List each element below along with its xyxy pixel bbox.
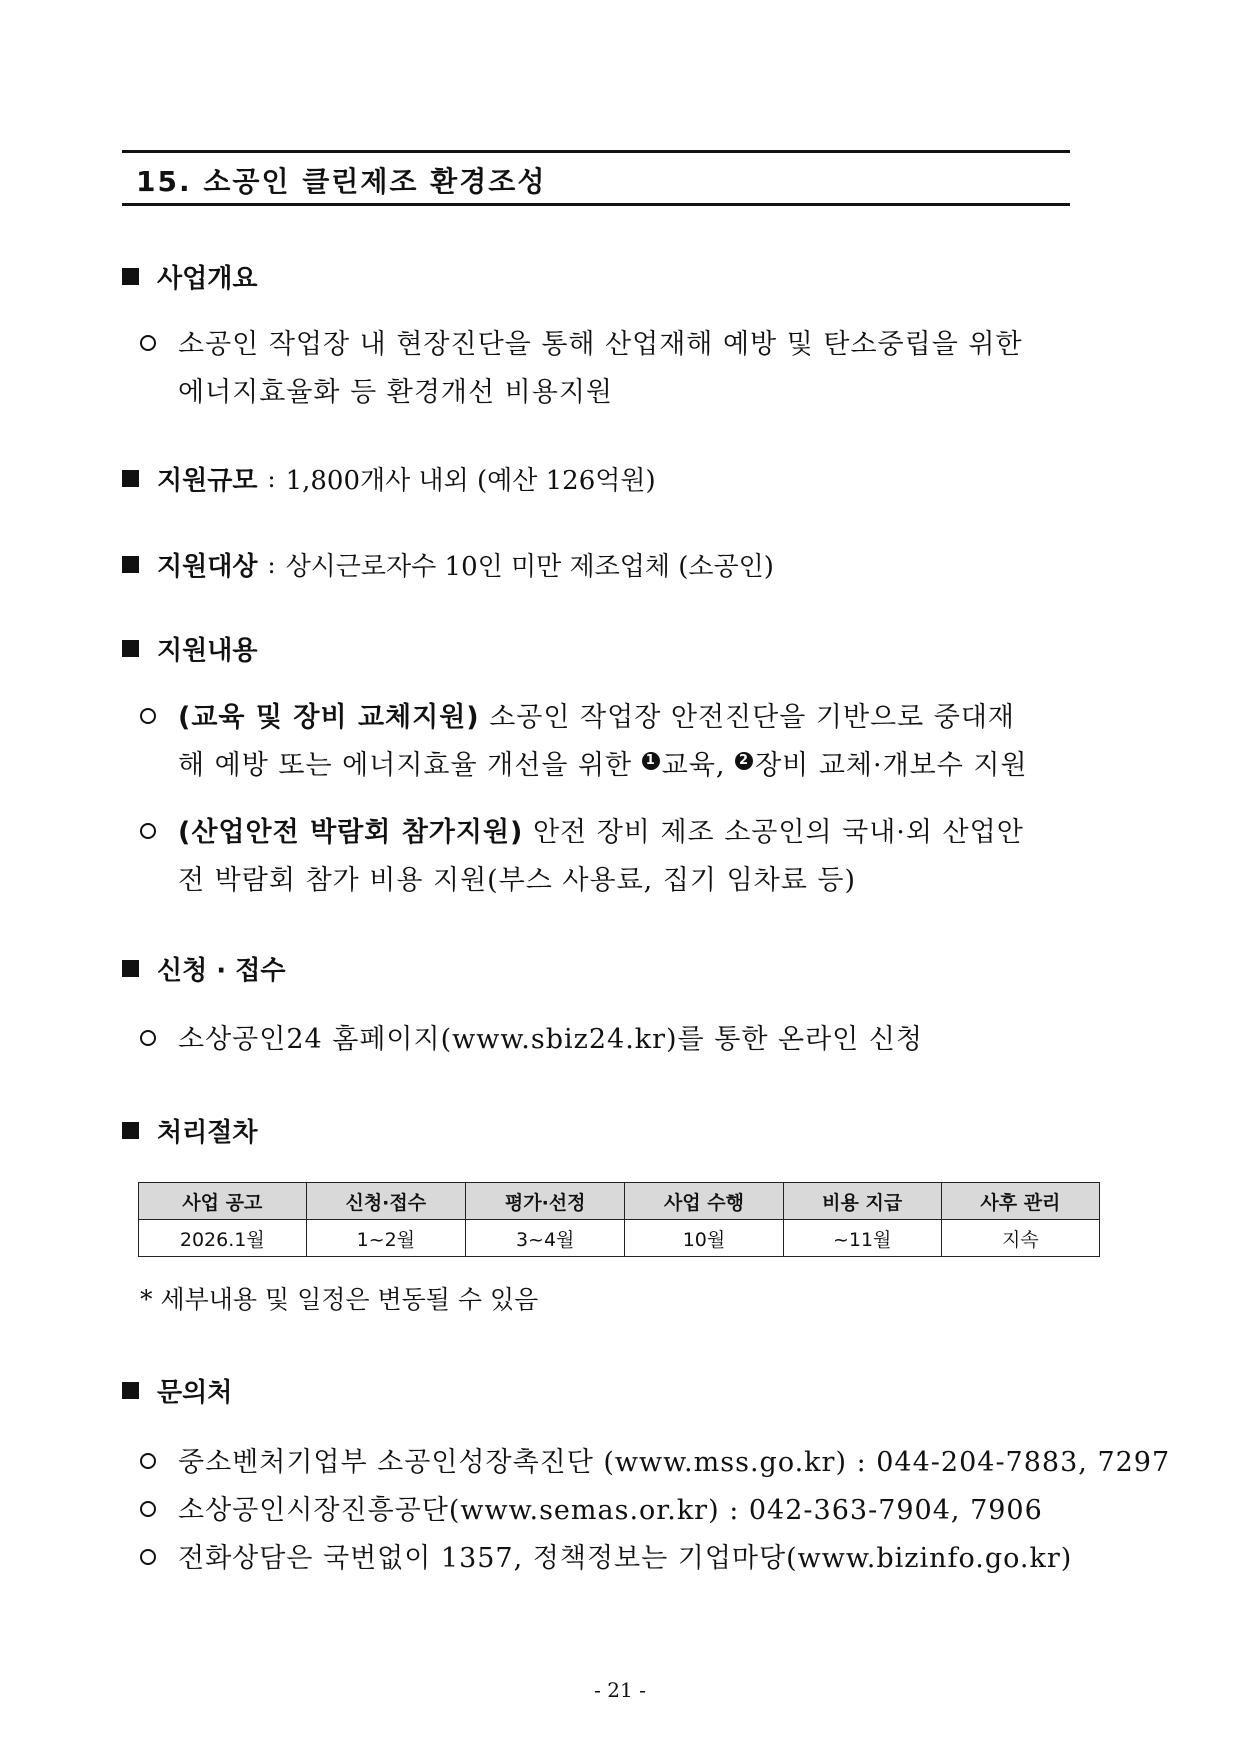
section-process-heading xyxy=(122,1112,257,1149)
circle-bullet-icon xyxy=(140,823,156,839)
item-text: 해 예방 또는 에너지효율 개선을 위한 xyxy=(178,750,642,781)
square-bullet-icon xyxy=(122,268,139,285)
colon-separator: : xyxy=(267,550,276,579)
content-item-1 xyxy=(140,695,1015,734)
table-cell: 10월 xyxy=(625,1220,783,1257)
apply-bullet xyxy=(140,1017,923,1056)
section-label: 신청 · 접수 xyxy=(157,956,286,986)
item-bold-title: (교육 및 장비 교체지원) xyxy=(178,702,480,733)
square-bullet-icon xyxy=(122,556,139,573)
section-scale xyxy=(122,460,656,497)
section-label: 사업개요 xyxy=(157,264,258,294)
process-note: * 세부내용 및 일정은 변동될 수 있음 xyxy=(140,1285,539,1314)
item-bold-title: (산업안전 박람회 참가지원) xyxy=(178,817,524,848)
section-label: 지원규모 xyxy=(157,466,258,496)
table-header-cell: 사후 관리 xyxy=(941,1183,1099,1220)
table-cell: ~11월 xyxy=(783,1220,941,1257)
circle-bullet-icon xyxy=(140,1549,156,1565)
section-contact-heading xyxy=(122,1372,232,1409)
circle-bullet-icon xyxy=(140,1501,156,1517)
content-item-2-line-2: 전 박람회 참가 비용 지원(부스 사용료, 집기 임차료 등) xyxy=(178,865,857,896)
apply-text: 소상공인24 홈페이지(www.sbiz24.kr)를 통한 온라인 신청 xyxy=(178,1024,923,1055)
scale-value: 1,800개사 내외 (예산 126억원) xyxy=(285,466,656,496)
target-value: 상시근로자수 10인 미만 제조업체 (소공인) xyxy=(285,552,774,582)
table-cell: 2026.1월 xyxy=(139,1220,307,1257)
contact-text: 중소벤처기업부 소공인성장촉진단 (www.mss.go.kr) : 044-204-7883, 7297 xyxy=(178,1447,1171,1478)
content-item-1-line-2 xyxy=(178,743,1028,782)
circle-bullet-icon xyxy=(140,1453,156,1469)
item-text: 소공인 작업장 안전진단을 기반으로 중대재 xyxy=(479,702,1016,733)
colon-separator: : xyxy=(267,464,276,493)
square-bullet-icon xyxy=(122,470,139,487)
number-1-icon: 1 xyxy=(642,752,660,770)
square-bullet-icon xyxy=(122,640,139,657)
section-content-heading xyxy=(122,630,257,667)
square-bullet-icon xyxy=(122,1122,139,1139)
table-header-cell: 사업 공고 xyxy=(139,1183,307,1220)
item-text: 장비 교체·개보수 지원 xyxy=(755,750,1028,781)
table-cell: 1~2월 xyxy=(306,1220,465,1257)
section-target xyxy=(122,546,774,583)
section-label: 지원대상 xyxy=(157,552,258,582)
square-bullet-icon xyxy=(122,960,139,977)
page-title: 15. 소공인 클린제조 환경조성 xyxy=(136,165,547,198)
table-header-cell: 평가·선정 xyxy=(465,1183,624,1220)
section-label: 지원내용 xyxy=(157,636,258,666)
contact-text: 전화상담은 국번없이 1357, 정책정보는 기업마당(www.bizinfo.go.kr) xyxy=(178,1543,1073,1574)
section-overview-heading xyxy=(122,258,257,295)
table-cell: 3~4월 xyxy=(465,1220,624,1257)
item-text: 교육, xyxy=(661,750,736,781)
title-top-rule xyxy=(122,150,1070,153)
circle-bullet-icon xyxy=(140,335,156,351)
square-bullet-icon xyxy=(122,1382,139,1399)
overview-line-2: 에너지효율화 등 환경개선 비용지원 xyxy=(178,377,613,408)
title-bottom-rule xyxy=(122,203,1070,206)
section-apply-heading xyxy=(122,950,285,987)
table-header-cell: 사업 수행 xyxy=(625,1183,783,1220)
contact-item xyxy=(140,1536,1072,1575)
item-text: 안전 장비 제조 소공인의 국내·외 산업안 xyxy=(523,817,1024,848)
circle-bullet-icon xyxy=(140,1030,156,1046)
contact-item xyxy=(140,1488,1043,1527)
table-header-cell: 비용 지급 xyxy=(783,1183,941,1220)
table-header-cell: 신청·접수 xyxy=(306,1183,465,1220)
overview-bullet xyxy=(140,322,1023,361)
table-cell: 지속 xyxy=(941,1220,1099,1257)
contact-item xyxy=(140,1440,1170,1479)
number-2-icon: 2 xyxy=(735,752,753,770)
overview-line-1: 소공인 작업장 내 현장진단을 통해 산업재해 예방 및 탄소중립을 위한 xyxy=(178,329,1023,360)
table-row xyxy=(139,1220,1100,1257)
table-header-row xyxy=(139,1183,1100,1220)
process-table xyxy=(138,1182,1100,1257)
page-number: - 21 - xyxy=(594,1678,646,1702)
section-label: 처리절차 xyxy=(157,1118,258,1148)
circle-bullet-icon xyxy=(140,708,156,724)
content-item-2 xyxy=(140,810,1024,849)
contact-text: 소상공인시장진흥공단(www.semas.or.kr) : 042-363-7904, 7906 xyxy=(178,1495,1043,1526)
section-label: 문의처 xyxy=(157,1378,233,1408)
